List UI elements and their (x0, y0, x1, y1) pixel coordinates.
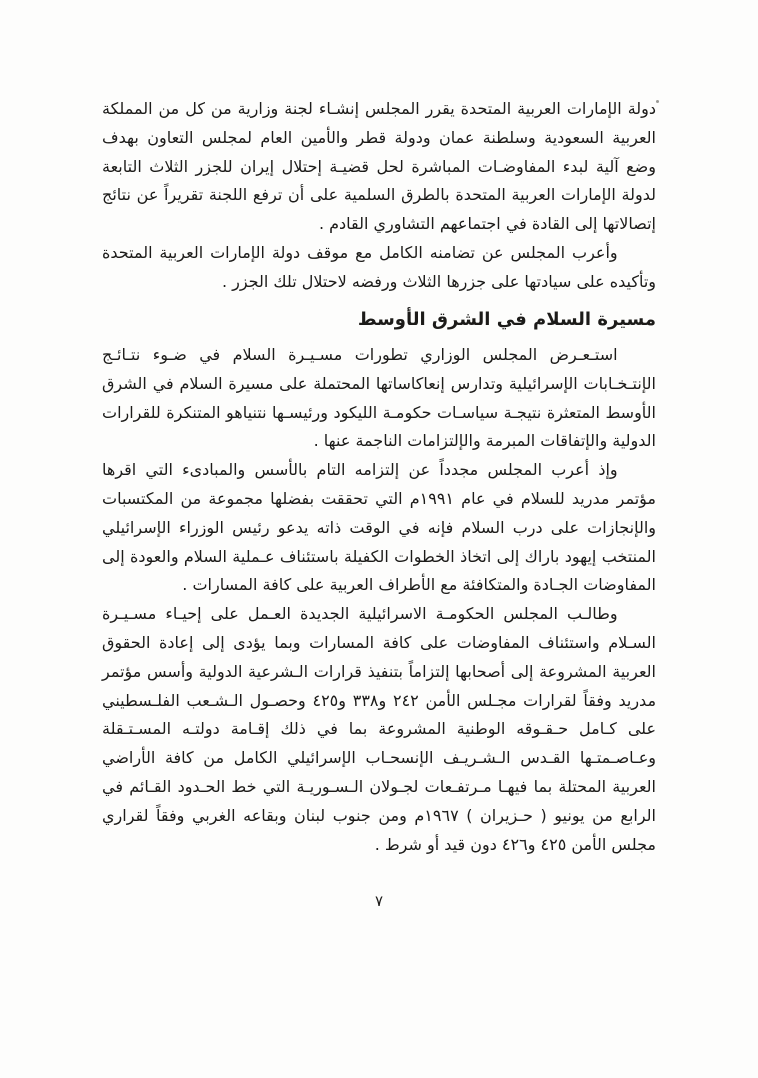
paragraph: وطالـب المجلس الحكومـة الاسرائيلية الجديدة العـمل على إحيـاء مسـيـرة السـلام واستئناف المفاوضات على كافة المسارات وبما يؤدى إلى إعادة الحقوق العربية المشروعة إلى أصحابها إلتزاماً بتنفيذ قرارات الـشرعية الدولية وأسس مؤتمر مدريد وفقاً لقرارات مجـلس الأمن ٢٤٢ و٣٣٨ و٤٢٥ وحصـول الـشـعب الفلـسطيني على كـامل حـقـوقه الوطنية المشروعة بما في ذلك إقـامة دولتـه المسـتـقلة وعـاصـمتـها القـدس الـشـريـف الإنسحـاب الإسرائيلي الكامل من كافة الأراضي العربية المحتلة بما فيهـا مـرتفـعات لجـولان الـسـوريـة التي خط الحـدود القـائم في الرابع من يونيو ( حـزيران ) ١٩٦٧م ومن جنوب لبنان وبقاعه الغربي وفقاً لقراري مجلس الأمن ٤٢٥ و٤٢٦ دون قيد أو شرط . (102, 604, 657, 854)
paragraph-continuation: دولة الإمارات العربية المتحدة يقرر المجلس إنشـاء لجنة وزارية من كل من المملكة العربية السعودية وسلطنة عمان ودولة قطر والأمين العام لمجلس التعاون بهدف وضع آلية لبدء المفاوضـات المباشرة لحل قضيـة إحتلال إيران للجزر الثلاث التابعة لدولة الإمارات العربية المتحدة بالطرق السلمية على أن ترفع اللجنة تقريراً عن نتائج إتصالاتها إلى القادة في اجتماعهم التشاوري القادم . (102, 99, 656, 234)
text-block (102, 95, 656, 859)
paragraph: استـعـرض المجلس الوزاري تطورات مسـيـرة السلام في ضـوء نتـائـج الإنتـخـابات الإسرائيلية وتدارس إنعاكاساتها المحتملة على مسيرة السلام في الشرق الأوسط المتعثرة نتيجـة سياسـات حكومـة الليكود ورئيسـها نتنياهو المتنكرة للقرارات الدولية والإتفاقات المبرمة والإلتزامات الناجمة عنها . (102, 344, 656, 451)
paragraph: وإذ أعرب المجلس مجدداً عن إلتزامه التام بالأسس والمبادىء التي اقرها مؤتمر مدريد للسلام في عام ١٩٩١م التي تحققت بفضلها مجموعة من المكتسبات والإنجازات على درب السلام فإنه في الوقت ذاته يدعو رئيس الوزراء الإسرائيلي المنتخب إيهود باراك إلى اتخاذ الخطوات الكفيلة باستئناف عـملية السلام والعودة إلى المفاوضات الجـادة والمتكافئة مع الأطراف العربية على كافة المسارات . (102, 460, 656, 595)
section-heading: مسيرة السلام في الشرق الأوسط (357, 308, 656, 330)
paragraph: وأعرب المجلس عن تضامنه الكامل مع موقف دولة الإمارات العربية المتحدة وتأكيده على سيادتها على جزرها الثلاث ورفضه لاحتلال تلك الجزر . (102, 242, 656, 291)
page-number: ٧ (374, 892, 384, 910)
scan-artifact-dot (656, 100, 659, 103)
